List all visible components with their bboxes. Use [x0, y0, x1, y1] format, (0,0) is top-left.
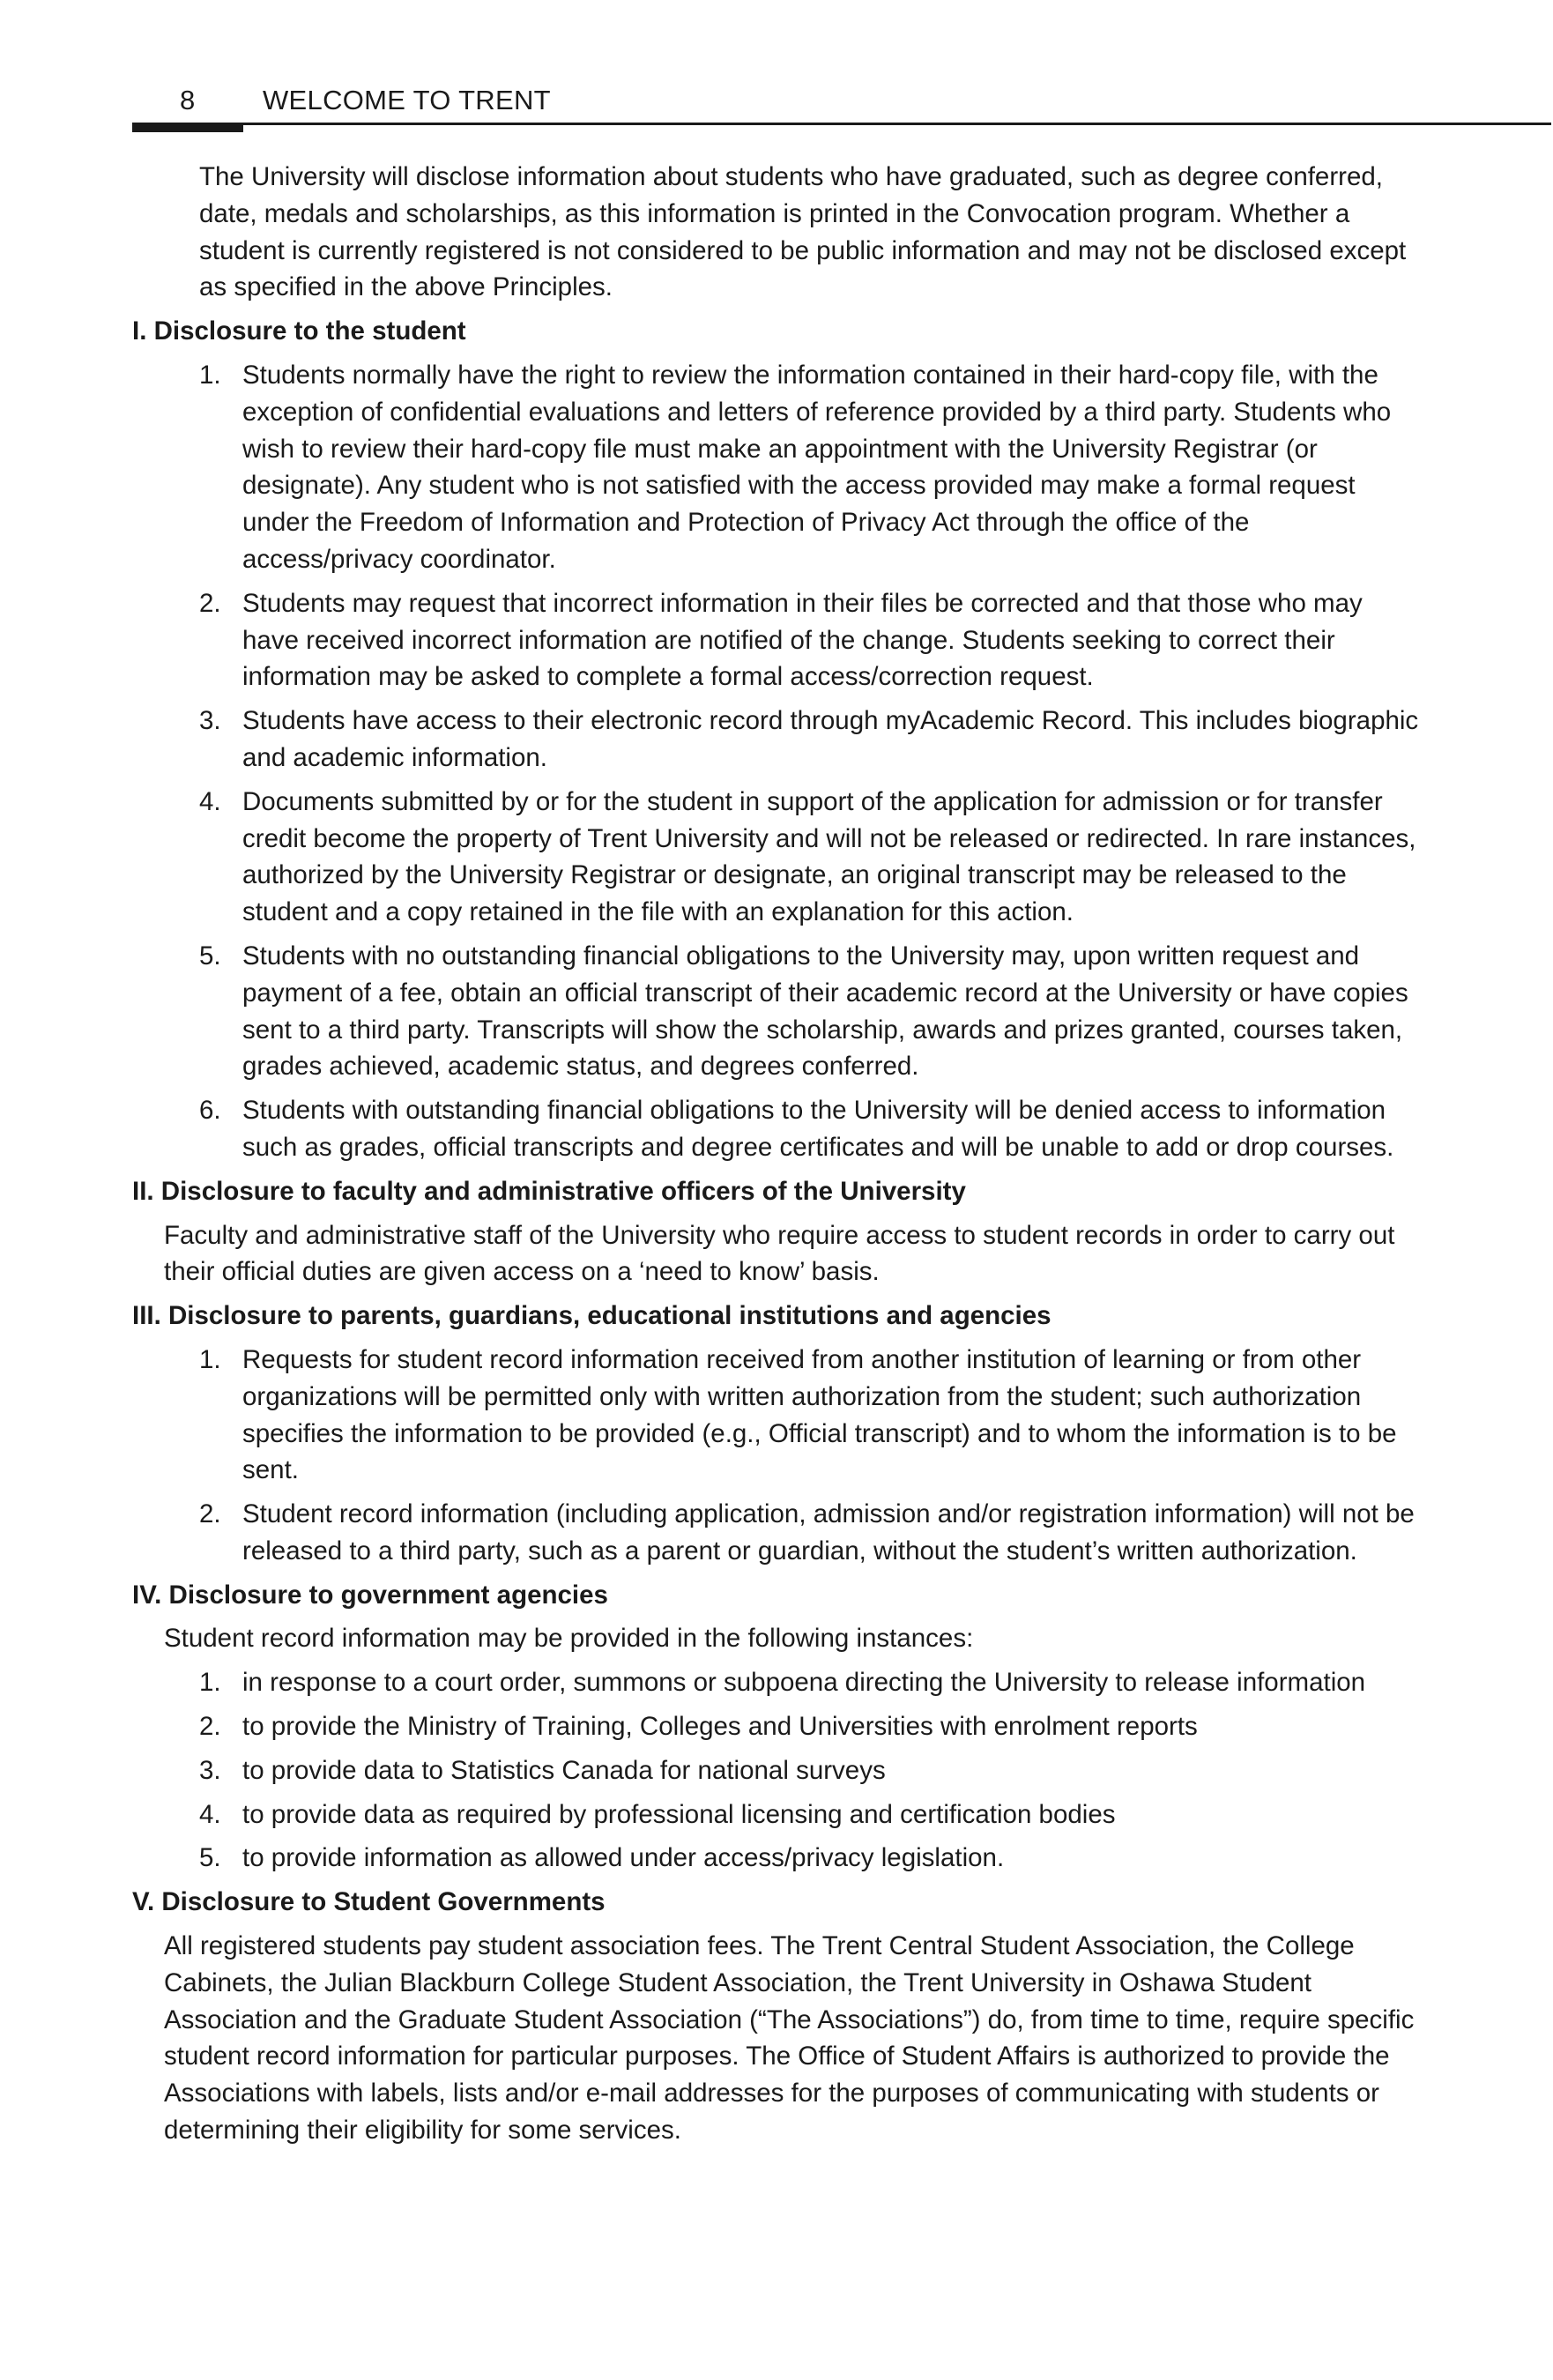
- section-disclosure-to-student-governments: [132, 1884, 1423, 2149]
- list-item: [132, 1092, 1423, 1166]
- list-item: [132, 1708, 1423, 1745]
- item-text: to provide the Ministry of Training, Colleges and Universities with enrolment reports: [242, 1712, 1198, 1742]
- item-text: Documents submitted by or for the student in support of the application for admission or for transfer credit become the property of Trent University and will not be released or redirected. In rare instances, authorized by the University Registrar or designate, an original transcript may be released to the student and a copy retained in the file with an explanation for this action.: [242, 786, 1416, 927]
- item-number: 3.: [199, 706, 221, 736]
- item-number: 5.: [199, 1843, 221, 1873]
- intro-paragraph: The University will disclose information about students who have graduated, such as degree conferred, date, medals and scholarships, as this information is printed in the Convocation program. Whether a student is currently registered is not considered to be public information and may not be disclosed except as specified in the above Principles.: [199, 162, 1407, 302]
- item-number: 4.: [199, 786, 221, 816]
- page-number: 8: [180, 85, 196, 115]
- item-number: 1.: [199, 1668, 221, 1698]
- section-disclosure-to-faculty: [132, 1173, 1423, 1290]
- list-item: [132, 938, 1423, 1085]
- item-text: Student record information (including application, admission and/or registration information) will not be released to a third party, such as a parent or guardian, without the student’s written authorization.: [242, 1499, 1415, 1566]
- item-text: Requests for student record information received from another institution of learning or from other organizations will be permitted only with written authorization from the student; such authorization specifies the information to be provided (e.g., Official transcript) and to whom the information is to be sent.: [242, 1344, 1397, 1485]
- section-heading: III. Disclosure to parents, guardians, educational institutions and agencies: [132, 1301, 1051, 1331]
- numbered-list: [132, 1664, 1423, 1877]
- list-item: [132, 357, 1423, 578]
- list-item: [132, 703, 1423, 777]
- numbered-list: [132, 357, 1423, 1166]
- item-text: Students have access to their electronic record through myAcademic Record. This includes biographic and academic information.: [242, 706, 1419, 772]
- list-item: [132, 1752, 1423, 1789]
- header-rule-thick: [132, 123, 243, 132]
- item-number: 2.: [199, 588, 221, 618]
- list-item: [132, 1796, 1423, 1833]
- section-disclosure-to-government: [132, 1577, 1423, 1878]
- item-number: 1.: [199, 360, 221, 390]
- list-item: [132, 1342, 1423, 1489]
- item-text: Students may request that incorrect information in their files be corrected and that those who may have received incorrect information are notified of the change. Students seeking to correct their information may be asked to complete a formal access/correction request.: [242, 588, 1363, 692]
- header-rule-thin: [243, 123, 1551, 125]
- section-body: Student record information may be provided in the following instances:: [164, 1624, 974, 1654]
- item-text: to provide information as allowed under access/privacy legislation.: [242, 1843, 1005, 1873]
- item-number: 2.: [199, 1712, 221, 1742]
- item-number: 1.: [199, 1344, 221, 1374]
- item-text: in response to a court order, summons or subpoena directing the University to release information: [242, 1668, 1366, 1698]
- item-number: 5.: [199, 941, 221, 971]
- item-text: Students with no outstanding financial obligations to the University may, upon written request and payment of a fee, obtain an official transcript of their academic record at the University or have copies sent to a third party. Transcripts will show the scholarship, awards and prizes granted, courses taken, grades achieved, academic status, and degrees conferred.: [242, 941, 1408, 1082]
- section-disclosure-to-parents: [132, 1298, 1423, 1570]
- item-text: to provide data to Statistics Canada for national surveys: [242, 1755, 886, 1785]
- section-heading: IV. Disclosure to government agencies: [132, 1580, 608, 1610]
- item-number: 2.: [199, 1499, 221, 1529]
- list-item: [132, 585, 1423, 695]
- list-item: [132, 1664, 1423, 1701]
- list-item: [132, 784, 1423, 931]
- list-item: [132, 1840, 1423, 1877]
- item-text: to provide data as required by professional licensing and certification bodies: [242, 1799, 1116, 1829]
- item-number: 4.: [199, 1799, 221, 1829]
- section-heading: II. Disclosure to faculty and administrative officers of the University: [132, 1176, 966, 1206]
- item-text: Students normally have the right to review the information contained in their hard-copy file, with the exception of confidential evaluations and letters of reference provided by a third party. Students who wish to review their hard-copy file must make an appointment with the University Registrar (or designate). Any student who is not satisfied with the access provided may make a formal request under the Freedom of Information and Protection of Privacy Act through the office of the access/privacy coordinator.: [242, 360, 1392, 574]
- running-title: WELCOME TO TRENT: [263, 85, 551, 115]
- section-heading: I. Disclosure to the student: [132, 316, 466, 346]
- item-number: 6.: [199, 1096, 221, 1126]
- section-body: Faculty and administrative staff of the University who require access to student records in order to carry out their official duties are given access on a ‘need to know’ basis.: [164, 1220, 1395, 1287]
- item-number: 3.: [199, 1755, 221, 1785]
- section-heading: V. Disclosure to Student Governments: [132, 1887, 606, 1917]
- item-text: Students with outstanding financial obligations to the University will be denied access to information such as grades, official transcripts and degree certificates and will be unable to add or drop courses.: [242, 1096, 1394, 1162]
- section-disclosure-to-student: [132, 313, 1423, 1166]
- list-item: [132, 1496, 1423, 1570]
- numbered-list: [132, 1342, 1423, 1570]
- page-content: [132, 159, 1423, 2149]
- page-header: [132, 83, 1419, 125]
- section-body: All registered students pay student association fees. The Trent Central Student Association, the College Cabinets, the Julian Blackburn College Student Association, the Trent University in Oshawa Student Association and the Graduate Student Association (“The Associations”) do, from time to time, require specific student record information for particular purposes. The Office of Student Affairs is authorized to provide the Associations with labels, lists and/or e-mail addresses for the purposes of communicating with students or determining their eligibility for some services.: [164, 1931, 1415, 2146]
